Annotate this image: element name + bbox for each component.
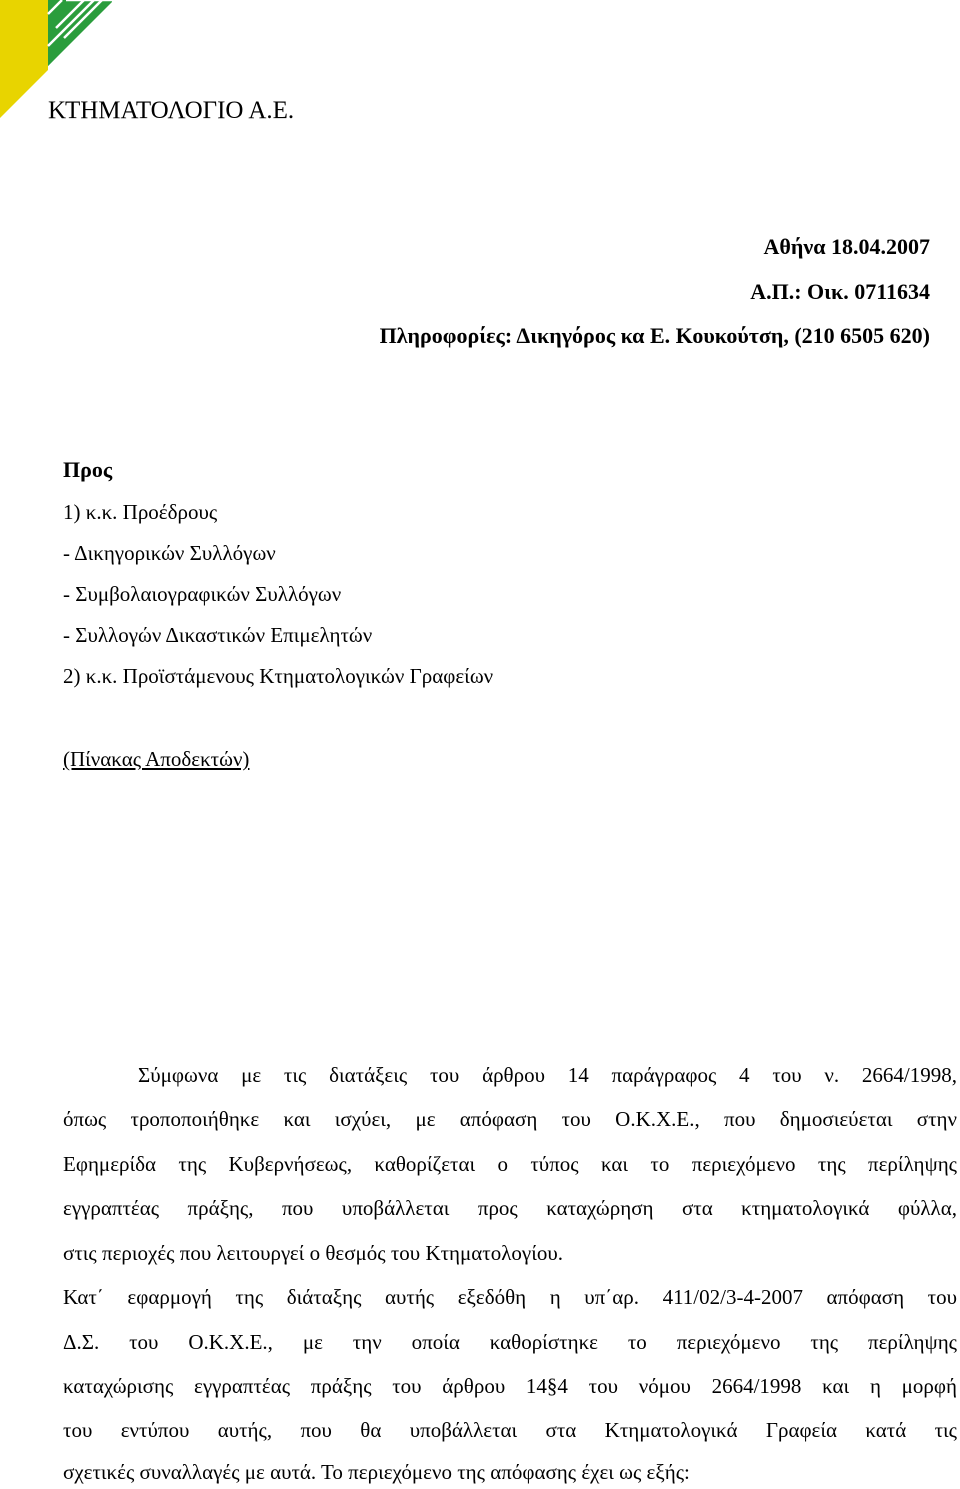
paragraph-line: Εφημερίδα της Κυβερνήσεως, καθορίζεται ο τύπος και το περιεχόμενο της περίληψης xyxy=(63,1152,957,1176)
paragraph-line: του εντύπου αυτής, που θα υποβάλλεται στα Κτηματολογικά Γραφεία κατά τις xyxy=(63,1418,957,1442)
paragraph-line: στις περιοχές που λειτουργεί ο θεσμός του Κτηματολογίου. xyxy=(63,1241,563,1265)
paragraph-line: σχετικές συναλλαγές με αυτά. Το περιεχόμενο της απόφασης έχει ως εξής: xyxy=(63,1460,690,1484)
contact-info: Πληροφορίες: Δικηγόρος κα Ε. Κουκούτση, (210 6505 620) xyxy=(379,323,930,348)
protocol-number: Α.Π.: Οικ. 0711634 xyxy=(750,279,930,304)
recipient-line: 1) κ.κ. Προέδρους xyxy=(63,500,218,524)
paragraph-line: εγγραπτέας πράξης, που υποβάλλεται προς καταχώρηση στα κτηματολογικά φύλλα, xyxy=(63,1196,957,1220)
recipient-line: - Συμβολαιογραφικών Συλλόγων xyxy=(63,582,342,606)
recipient-line: - Συλλογών Δικαστικών Επιμελητών xyxy=(63,623,373,647)
paragraph-line: καταχώρισης εγγραπτέας πράξης του άρθρου 14§4 του νόμου 2664/1998 και η μορφή xyxy=(63,1374,957,1398)
letter-date: Αθήνα 18.04.2007 xyxy=(763,234,930,259)
paragraph-line: Σύμφωνα με τις διατάξεις του άρθρου 14 παράγραφος 4 του ν. 2664/1998, xyxy=(138,1063,957,1087)
recipient-line: 2) κ.κ. Προϊστάμενους Κτηματολογικών Γραφείων xyxy=(63,664,494,688)
recipients-table-reference: (Πίνακας Αποδεκτών) xyxy=(63,747,250,771)
paragraph-line: όπως τροποποιήθηκε και ισχύει, με απόφαση του Ο.Κ.Χ.Ε., που δημοσιεύεται στην xyxy=(63,1107,957,1131)
company-name: ΚΤΗΜΑΤΟΛΟΓΙΟ Α.Ε. xyxy=(48,97,295,124)
logo-yellow-block xyxy=(0,0,48,118)
recipients-title: Προς xyxy=(63,457,113,482)
paragraph-line: Δ.Σ. του Ο.Κ.Χ.Ε., με την οποία καθορίστηκε το περιεχόμενο της περίληψης xyxy=(63,1330,957,1354)
paragraph-line: Κατ΄ εφαρμογή της διάταξης αυτής εξεδόθη η υπ΄αρ. 411/02/3-4-2007 απόφαση του xyxy=(63,1285,957,1309)
recipient-line: - Δικηγορικών Συλλόγων xyxy=(63,541,276,565)
